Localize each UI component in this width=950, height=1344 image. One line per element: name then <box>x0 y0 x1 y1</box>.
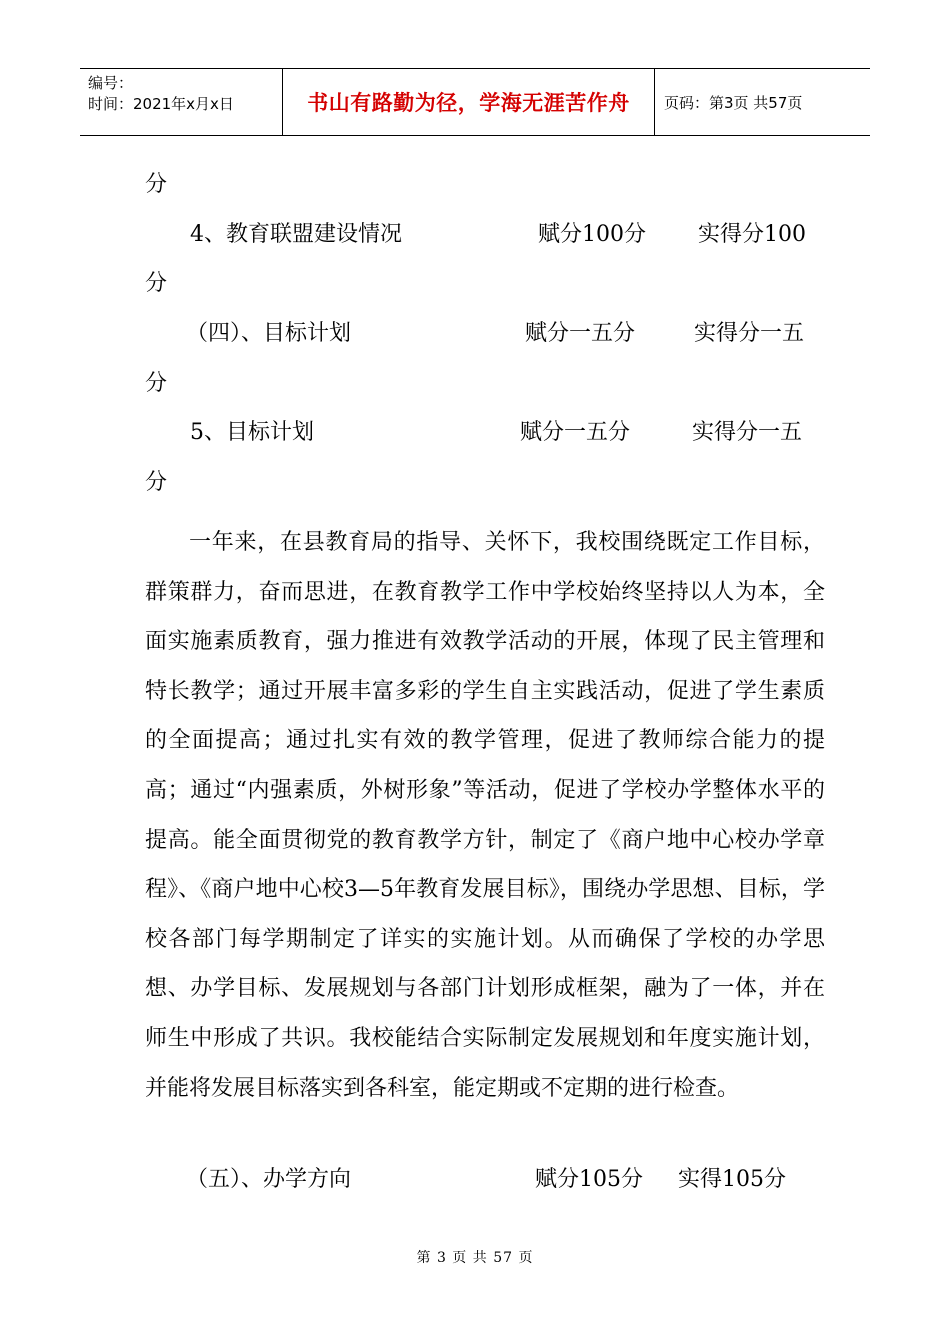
score-item-assigned: 赋分100分 <box>538 222 646 247</box>
section-item-assigned: 赋分一五分 <box>525 321 636 346</box>
score-item-label: 5、目标计划 <box>190 420 314 445</box>
score-item-tail: 分 <box>145 470 168 495</box>
header-page-info: 页码：第3页 共57页 <box>664 93 803 112</box>
document-code-label: 编号： <box>88 74 134 92</box>
header-meta <box>80 69 283 135</box>
document-time-label: 时间：2021年x月x日 <box>88 95 234 113</box>
page-header <box>80 68 870 136</box>
score-item-assigned: 赋分一五分 <box>520 420 631 445</box>
section-item-assigned: 赋分105分 <box>535 1167 643 1192</box>
section-item-obtained: 实得105分 <box>678 1167 786 1192</box>
page-footer: 第 3 页 共 57 页 <box>416 1250 534 1266</box>
header-motto: 书山有路勤为径，学海无涯苦作舟 <box>283 69 655 135</box>
section-item-obtained: 实得分一五 <box>694 321 805 346</box>
section-item-label: （五）、办学方向 <box>186 1167 352 1192</box>
score-item-label: 4、教育联盟建设情况 <box>190 222 402 247</box>
carryover-text: 分 <box>145 172 168 197</box>
score-item-tail: 分 <box>145 271 168 296</box>
section-item-tail: 分 <box>145 371 168 396</box>
score-item-obtained: 实得分100 <box>698 222 806 247</box>
score-item-obtained: 实得分一五 <box>692 420 803 445</box>
body-paragraph: 一年来，在县教育局的指导、关怀下，我校围绕既定工作目标，群策群力，奋而思进，在教育教学工作中学校始终坚持以人为本，全面实施素质教育，强力推进有效教学活动的开展，体现了民主管理和特长教学；通过开展丰富多彩的学生自主实践活动，促进了学生素质的全面提高；通过扎实有效的教学管理，促进了教师综合能力的提高；通过“内强素质，外树形象”等活动，促进了学校办学整体水平的提高。能全面贯彻党的教育教学方针，制定了《商户地中心校办学章程》、《商户地中心校3—5年教育发展目标》，围绕办学思想、目标，学校各部门每学期制定了详实的实施计划。从而确保了学校的办学思想、办学目标、发展规划与各部门计划形成框架，融为了一体，并在师生中形成了共识。我校能结合实际制定发展规划和年度实施计划，并能将发展目标落实到各科室，能定期或不定期的进行检查。 <box>145 530 825 1101</box>
section-item-label: （四）、目标计划 <box>186 321 352 346</box>
